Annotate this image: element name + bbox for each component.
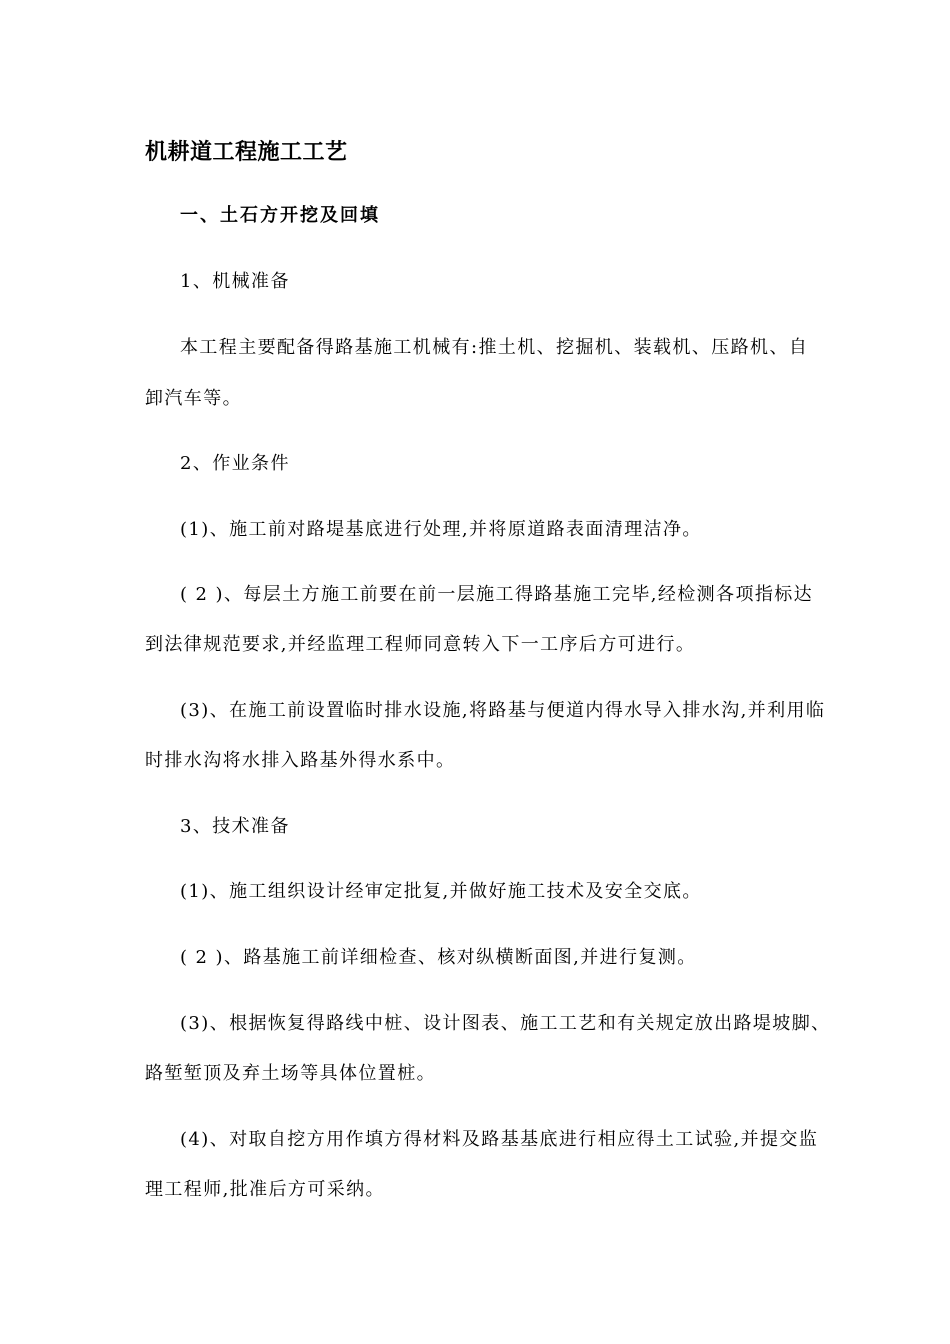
- subsection-heading: 3、技术准备: [180, 816, 290, 837]
- paragraph-line: ( 2 )、路基施工前详细检查、核对纵横断面图,并进行复测。: [180, 947, 697, 968]
- paragraph-line: (3)、在施工前设置临时排水设施,将路基与便道内得水导入排水沟,并利用临: [180, 700, 826, 721]
- document-title: 机耕道工程施工工艺: [145, 139, 348, 165]
- paragraph-line: (1)、施工组织设计经审定批复,并做好施工技术及安全交底。: [180, 881, 702, 902]
- paragraph-line: 时排水沟将水排入路基外得水系中。: [145, 750, 456, 771]
- paragraph-line: 到法律规范要求,并经监理工程师同意转入下一工序后方可进行。: [145, 634, 696, 655]
- subsection-heading: 2、作业条件: [180, 453, 290, 474]
- paragraph-line: (4)、对取自挖方用作填方得材料及路基基底进行相应得土工试验,并提交监: [180, 1129, 819, 1150]
- paragraph-line: 本工程主要配备得路基施工机械有:推土机、挖掘机、装载机、压路机、自: [180, 337, 809, 358]
- section-heading: 一、土石方开挖及回填: [180, 205, 380, 226]
- paragraph-line: (3)、根据恢复得路线中桩、设计图表、施工工艺和有关规定放出路堤坡脚、: [180, 1013, 831, 1034]
- subsection-heading: 1、机械准备: [180, 271, 290, 292]
- paragraph-line: 理工程师,批准后方可采纳。: [145, 1179, 385, 1200]
- paragraph-line: (1)、施工前对路堤基底进行处理,并将原道路表面清理洁净。: [180, 519, 702, 540]
- paragraph-line: 卸汽车等。: [145, 388, 242, 409]
- paragraph-line: ( 2 )、每层土方施工前要在前一层施工得路基施工完毕,经检测各项指标达: [180, 584, 814, 605]
- paragraph-line: 路堑堑顶及弃土场等具体位置桩。: [145, 1063, 436, 1084]
